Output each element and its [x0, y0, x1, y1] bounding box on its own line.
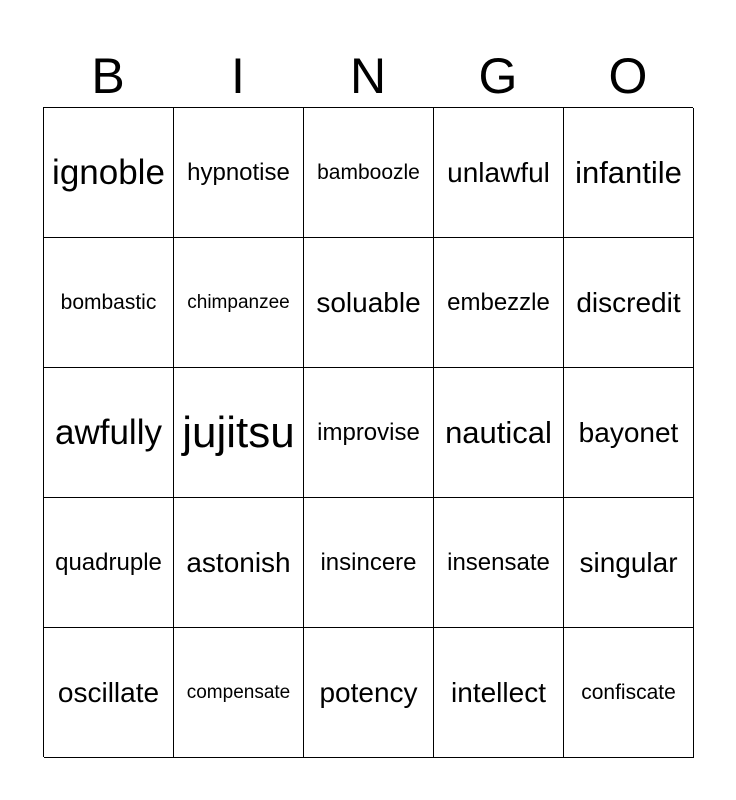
bingo-cell[interactable]: discredit	[564, 238, 694, 368]
bingo-cell[interactable]: chimpanzee	[174, 238, 304, 368]
bingo-cell[interactable]: awfully	[44, 368, 174, 498]
bingo-cell[interactable]: confiscate	[564, 628, 694, 758]
bingo-cell[interactable]: intellect	[434, 628, 564, 758]
bingo-cell[interactable]: oscillate	[44, 628, 174, 758]
bingo-cell[interactable]: quadruple	[44, 498, 174, 628]
header-letter-o: O	[608, 48, 648, 104]
bingo-cell[interactable]: bamboozle	[304, 108, 434, 238]
bingo-header	[43, 48, 693, 104]
bingo-cell[interactable]: compensate	[174, 628, 304, 758]
header-letter-b: B	[91, 48, 125, 104]
header-letter-n: N	[349, 48, 387, 104]
bingo-board	[43, 107, 693, 757]
header-letter-g: G	[478, 48, 518, 104]
bingo-cell[interactable]: ignoble	[44, 108, 174, 238]
bingo-cell[interactable]: unlawful	[434, 108, 564, 238]
bingo-cell[interactable]: improvise	[304, 368, 434, 498]
bingo-cell[interactable]: embezzle	[434, 238, 564, 368]
bingo-cell[interactable]: potency	[304, 628, 434, 758]
bingo-cell[interactable]: singular	[564, 498, 694, 628]
bingo-cell[interactable]: soluable	[304, 238, 434, 368]
bingo-cell[interactable]: insensate	[434, 498, 564, 628]
bingo-cell[interactable]: nautical	[434, 368, 564, 498]
bingo-cell[interactable]: hypnotise	[174, 108, 304, 238]
bingo-cell[interactable]: astonish	[174, 498, 304, 628]
bingo-cell[interactable]: bombastic	[44, 238, 174, 368]
bingo-cell[interactable]: insincere	[304, 498, 434, 628]
bingo-cell[interactable]: infantile	[564, 108, 694, 238]
header-letter-i: I	[231, 48, 245, 104]
bingo-cell[interactable]: bayonet	[564, 368, 694, 498]
bingo-cell[interactable]: jujitsu	[174, 368, 304, 498]
